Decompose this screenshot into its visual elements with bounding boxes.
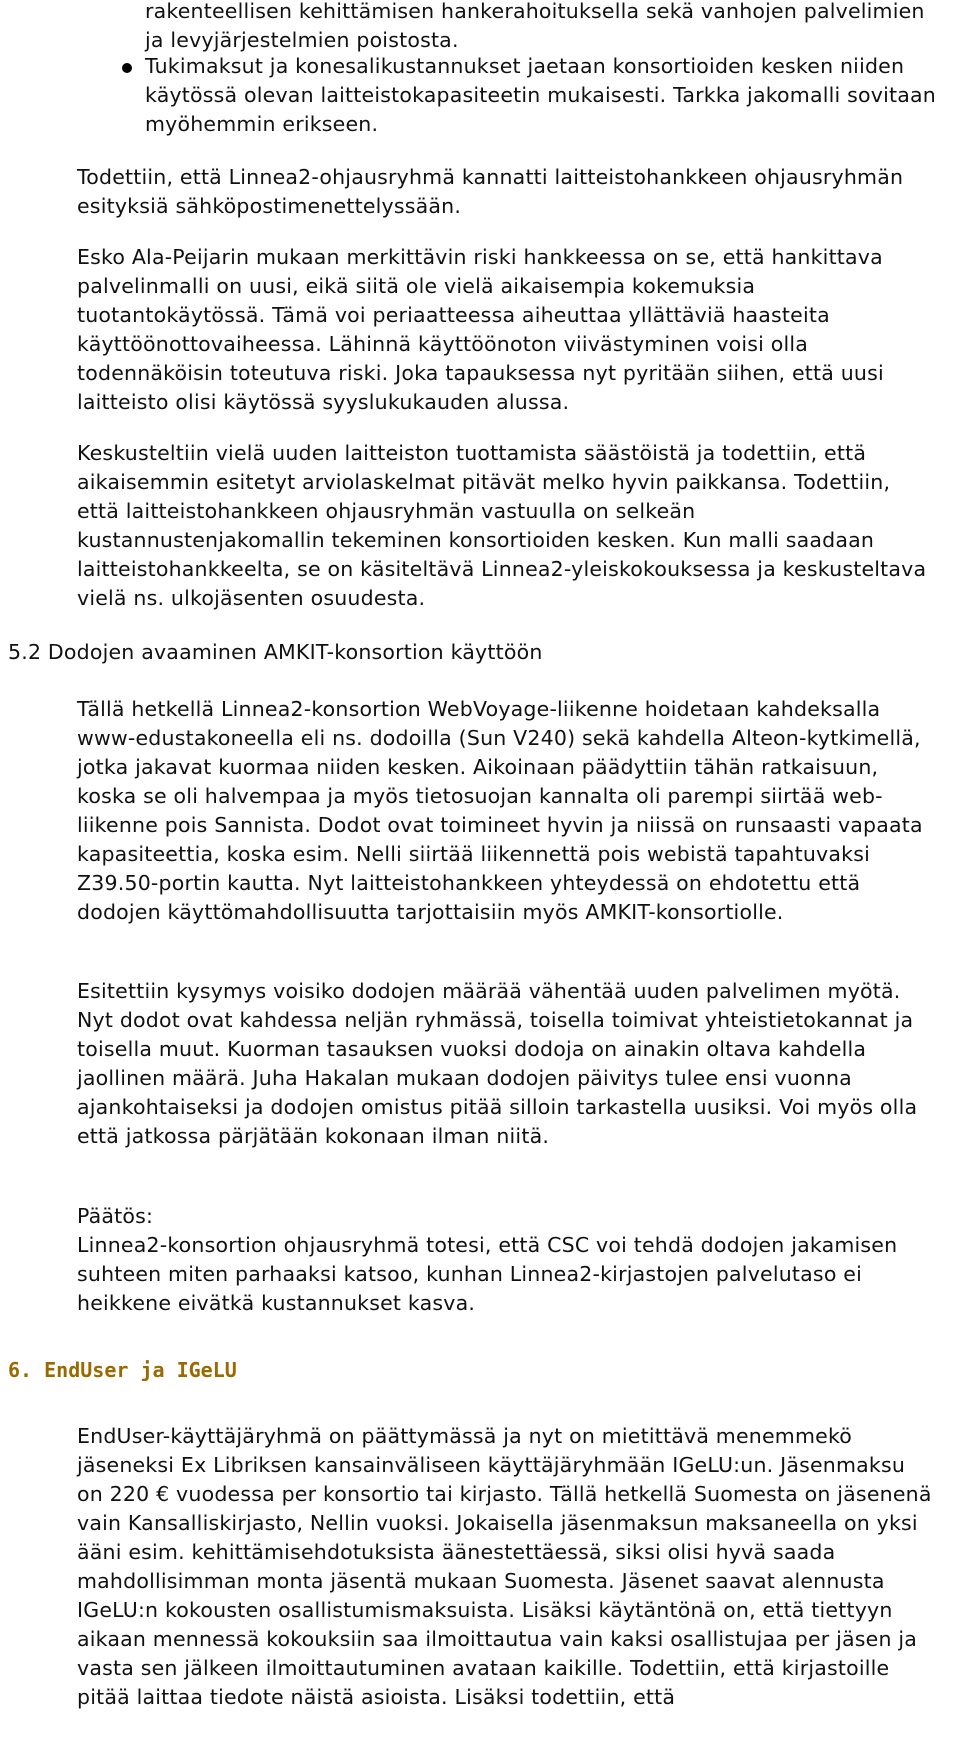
paragraph-support-note: Todettiin, että Linnea2-ohjausryhmä kannatti laitteistohankkeen ohjausryhmän esityksiä sähköpostimenettelyssään. <box>77 165 904 218</box>
paragraph-risk: Esko Ala-Peijarin mukaan merkittävin riski hankkeessa on se, että hankittava palvelinmalli on uusi, eikä siitä ole vielä aikaisempia kokemuksia tuotantokäytössä. Tämä voi periaatteessa aiheuttaa yllättäviä haasteita käyttöönottovaiheessa. Lähinnä käyttöönoton viivästyminen voisi olla todennäköisin toteutuva riski. Joka tapauksessa nyt pyritään siihen, että uusi laitteisto olisi käytössä syyslukukauden alussa. <box>77 245 884 414</box>
paragraph-dodos: Tällä hetkellä Linnea2-konsortion WebVoyage-liikenne hoidetaan kahdeksalla www-edustakoneella eli ns. dodoilla (Sun V240) sekä kahdella Alteon-kytkimellä, jotka jakavat kuormaa niiden kesken. Aikoinaan päädyttiin tähän ratkaisuun, koska se oli halvempaa ja myös tietosuojan kannalta oli parempi siirtää web-liikenne pois Sannista. Dodot ovat toimineet hyvin ja niissä on runsaasti vapaata kapasiteettia, koska esim. Nelli siirtää liikennettä pois webistä tapahtuvaksi Z39.50-portin kautta. Nyt laitteistohankkeen yhteydessä on ehdotettu että dodojen käyttömahdollisuutta tarjottaisiin myös AMKIT-konsortiolle. <box>77 697 923 924</box>
bullet-item: Tukimaksut ja konesalikustannukset jaetaan konsortioiden kesken niiden käytössä olevan laitteistokapasiteetin mukaisesti. Tarkka jakomalli sovitaan myöhemmin erikseen. <box>145 54 936 136</box>
decision-label: Päätös: <box>77 1204 154 1228</box>
paragraph-question: Esitettiin kysymys voisiko dodojen määrää vähentää uuden palvelimen myötä. Nyt dodot ovat kahdessa neljän ryhmässä, toisella toimivat yhteistietokannat ja toisella muut. Kuorman tasauksen vuoksi dodoja on ainakin oltava kahdella jaollinen määrä. Juha Hakalan mukaan dodojen päivitys tulee ensi vuonna ajankohtaiseksi ja dodojen omistus pitää silloin tarkastella uusiksi. Voi myös olla että jatkossa pärjätään kokonaan ilman niitä. <box>77 979 918 1148</box>
bullet-dot-icon <box>122 63 132 73</box>
decision-text: Linnea2-konsortion ohjausryhmä totesi, että CSC voi tehdä dodojen jakamisen suhteen miten parhaaksi katsoo, kunhan Linnea2-kirjastojen palvelutaso ei heikkene eivätkä kustannukset kasva. <box>77 1233 898 1315</box>
section-heading-5-2: 5.2 Dodojen avaaminen AMKIT-konsortion käyttöön <box>8 640 543 664</box>
decision-block <box>77 1202 937 1318</box>
paragraph-enduser: EndUser-käyttäjäryhmä on päättymässä ja nyt on mietittävä menemmekö jäseneksi Ex Libriksen kansainväliseen käyttäjäryhmään IGeLU:un. Jäsenmaksu on 220 € vuodessa per konsortio tai kirjasto. Tällä hetkellä Suomesta on jäsenenä vain Kansalliskirjasto, Nellin vuoksi. Jokaisella jäsenmaksun maksaneella on yksi ääni esim. kehittämisehdotuksista äänestettäessä, siksi olisi hyvä saada mahdollisimman monta jäsentä mukaan Suomesta. Jäsenet saavat alennusta IGeLU:n kokousten osallistumismaksuista. Lisäksi käytäntönä on, että tiettyyn aikaan mennessä kokouksiin saa ilmoittautua vain kaksi osallistujaa per jäsen ja vasta sen jälkeen ilmoittautuminen avataan kaikille. Todettiin, että kirjastoille pitää laittaa tiedote näistä asioista. Lisäksi todettiin, että <box>77 1424 932 1709</box>
section-heading-6: 6. EndUser ja IGeLU <box>8 1358 237 1382</box>
bullet-item-continued: rakenteellisen kehittämisen hankerahoituksella sekä vanhojen palvelimien ja levyjärjestelmien poistosta. <box>145 0 925 52</box>
paragraph-savings: Keskusteltiin vielä uuden laitteiston tuottamista säästöistä ja todettiin, että aikaisemmin esitetyt arviolaskelmat pitävät melko hyvin paikkansa. Todettiin, että laitteistohankkeen ohjausryhmän vastuulla on selkeän kustannustenjakomallin tekeminen konsortioiden kesken. Kun malli saadaan laitteistohankkeelta, se on käsiteltävä Linnea2-yleiskokouksessa ja keskusteltava vielä ns. ulkojäsenten osuudesta. <box>77 441 927 610</box>
